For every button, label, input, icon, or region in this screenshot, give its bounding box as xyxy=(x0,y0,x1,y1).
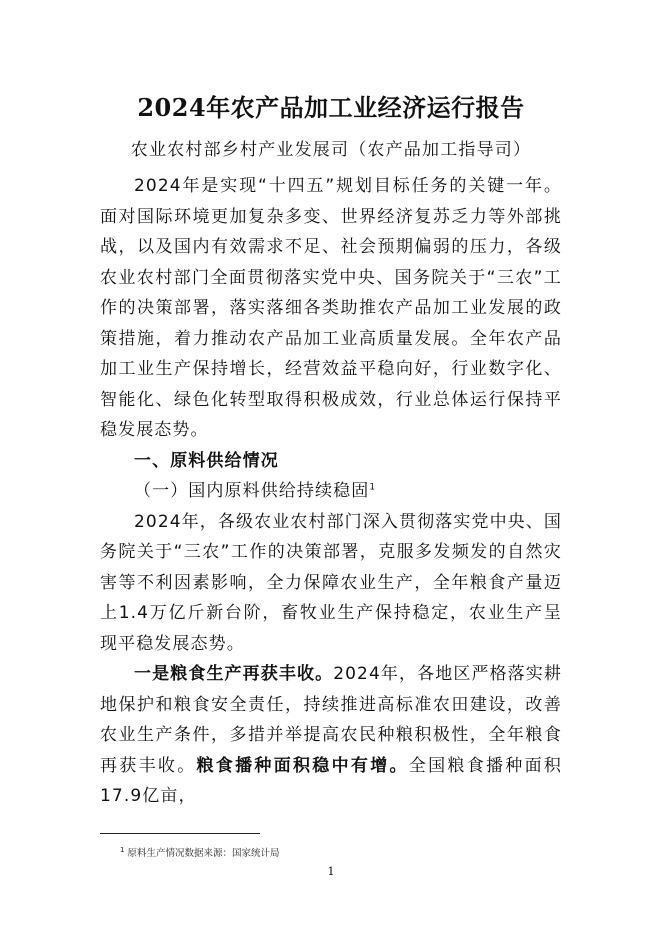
grain-paragraph-text-2: 全国粮食播种面积17.9亿亩， xyxy=(100,755,562,806)
subsection-heading-text: （一）国内原料供给持续稳固 xyxy=(134,481,370,501)
document-title: 2024年农产品加工业经济运行报告 xyxy=(137,93,525,122)
grain-paragraph-text: 2024年，各地区严格落实耕地保护和粮食安全责任，持续推进高标准农田建设，改善农业生产条件，多措并举提高农民种粮积极性，全年粮食再获丰收。 xyxy=(100,664,562,776)
footnote-text: 原料生产情况数据来源：国家统计局 xyxy=(127,848,280,859)
section-heading: 一、原料供给情况 xyxy=(134,450,279,471)
subsection-paragraph: 2024年，各级农业农村部门深入贯彻落实党中央、国务院关于“三农”工作的决策部署，克服多发频发的自然灾害等不利因素影响，全力保障农业生产，全年粮食产量迈上1.4万亿斤新台阶，畜牧业生产保持稳定，农业生产呈现平稳发展态势。 xyxy=(100,511,562,654)
footnote-reference[interactable]: 1 xyxy=(369,482,377,493)
document-body xyxy=(100,171,562,812)
lead-bold-text-2: 粮食播种面积稳中有增。 xyxy=(196,755,409,776)
page-number: 1 xyxy=(327,865,335,878)
grain-paragraph xyxy=(100,659,562,812)
lead-bold-text: 一是粮食生产再获丰收。 xyxy=(134,664,334,684)
footnote-mark: 1 xyxy=(120,845,125,854)
subsection-heading xyxy=(100,476,562,507)
document-subtitle: 农业农村部乡村产业发展司（农产品加工指导司） xyxy=(130,140,532,160)
intro-paragraph: 2024年是实现“十四五”规划目标任务的关键一年。面对国际环境更加复杂多变、世界经济复苏乏力等外部挑战，以及国内有效需求不足、社会预期偏弱的压力，各级农业农村部门全面贯彻落实党中央、国务院关于“三农”工作的决策部署，落实落细各类助推农产品加工业发展的政策措施，着力推动农产品加工业高质量发展。全年农产品加工业生产保持增长，经营效益平稳向好，行业数字化、智能化、绿色化转型取得积极成效，行业总体运行保持平稳发展态势。 xyxy=(100,176,562,440)
footnote xyxy=(120,845,279,859)
footnote-divider xyxy=(100,833,260,834)
